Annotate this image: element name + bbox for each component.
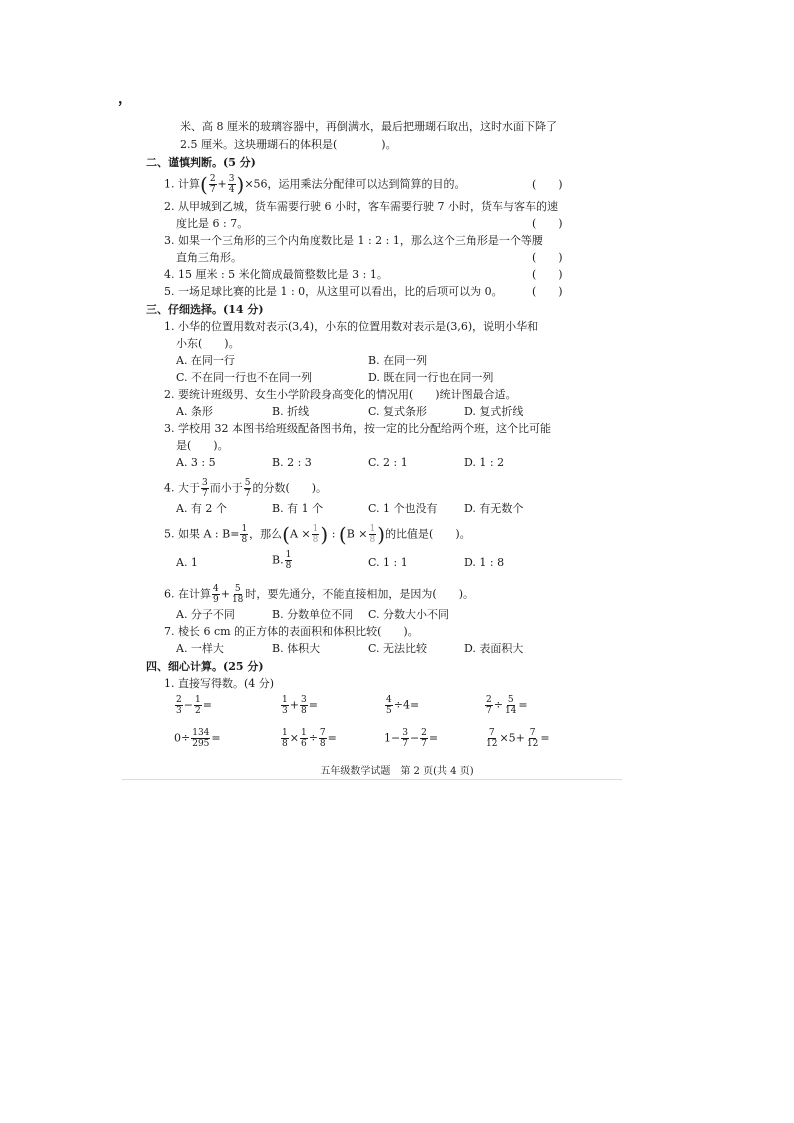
paren-open: ( xyxy=(282,522,290,547)
option-c[interactable]: C. 分数大小不同 xyxy=(368,608,450,621)
option-c[interactable]: C. 不在同一行也不在同一列 xyxy=(176,371,313,384)
option-d[interactable]: D. 有无数个 xyxy=(464,502,524,515)
fraction xyxy=(228,174,236,195)
option-b-label: B. xyxy=(272,553,284,567)
option-c[interactable]: C. 无法比较 xyxy=(368,642,428,655)
s3-q2: 2. 要统计班级男、女生小学阶段身高变化的情况用( )统计图最合适。 xyxy=(164,388,517,401)
answer-blank[interactable]: ( ) xyxy=(532,251,563,264)
option-b[interactable]: B. 折线 xyxy=(272,405,310,418)
operator: ÷ xyxy=(493,698,503,712)
option-d[interactable]: D. 1 : 2 xyxy=(464,456,505,469)
s3-q6-prefix: 6. 在计算 xyxy=(164,587,211,601)
fraction xyxy=(240,524,248,545)
s3-q5-a-term: A × xyxy=(289,527,311,541)
s3-q1-line-1: 1. 小华的位置用数对表示(3,4)，小东的位置用数对表示是(3,6)，说明小华和 xyxy=(164,320,539,333)
answer-blank[interactable]: ( ) xyxy=(532,268,563,281)
s3-q3-line-2: 是( )。 xyxy=(176,439,229,452)
fraction xyxy=(194,695,202,716)
option-b[interactable]: B. 分数单位不同 xyxy=(272,608,354,621)
plus-sign: + xyxy=(220,587,230,601)
expression-4 xyxy=(484,695,528,716)
option-a[interactable]: A. 条形 xyxy=(176,405,213,418)
equals-sign: = xyxy=(518,698,528,712)
denominator: 18 xyxy=(231,595,244,605)
s3-q5-prefix: 5. 如果 A : B= xyxy=(164,527,240,541)
s3-q6-suffix: 时，要先通分，不能直接相加，是因为( )。 xyxy=(245,587,474,601)
numerator: 4 xyxy=(386,695,392,705)
fraction xyxy=(385,695,393,716)
denominator: 7 xyxy=(402,739,408,749)
fraction xyxy=(191,728,210,749)
denominator: 8 xyxy=(282,739,288,749)
fraction xyxy=(175,695,183,716)
option-d[interactable]: D. 既在同一行也在同一列 xyxy=(368,371,494,384)
expression-7 xyxy=(384,728,438,749)
fraction xyxy=(369,524,377,545)
intro-line-1: 米、高 8 厘米的玻璃容器中，再倒满水，最后把珊瑚石取出，这时水面下降了 xyxy=(180,120,557,133)
s2-q4: 4. 15 厘米 : 5 米化简成最简整数比是 3 : 1。 xyxy=(164,268,388,281)
answer-blank[interactable]: ( ) xyxy=(532,217,563,230)
option-a[interactable]: A. 在同一行 xyxy=(176,354,235,367)
numerator: 1 xyxy=(285,550,292,560)
option-a[interactable]: A. 3 : 5 xyxy=(176,456,216,469)
expression-8 xyxy=(484,728,550,749)
option-d[interactable]: D. 1 : 8 xyxy=(464,556,505,569)
denominator: 8 xyxy=(369,535,376,545)
expression-5 xyxy=(174,728,221,749)
expression-prefix: 1− xyxy=(384,731,401,745)
denominator: 8 xyxy=(241,535,248,545)
numerator: 1 xyxy=(369,524,376,534)
equals-sign: = xyxy=(211,731,221,745)
paren-open: ( xyxy=(338,522,347,547)
numerator: 1 xyxy=(282,695,288,705)
numerator: 2 xyxy=(421,728,427,738)
denominator: 2 xyxy=(194,706,201,716)
s3-q5-suffix: 的比值是( )。 xyxy=(385,527,471,541)
option-c[interactable]: C. 1 个也没有 xyxy=(368,502,438,515)
option-a[interactable]: A. 1 xyxy=(176,556,198,569)
numerator: 1 xyxy=(194,695,201,705)
numerator: 5 xyxy=(507,695,514,705)
denominator: 6 xyxy=(300,739,307,749)
denominator: 295 xyxy=(192,739,210,749)
fraction xyxy=(231,584,244,605)
numerator: 3 xyxy=(300,695,307,705)
operator: − xyxy=(183,698,193,712)
numerator: 2 xyxy=(486,695,492,705)
fraction xyxy=(281,728,289,749)
numerator: 3 xyxy=(228,174,235,184)
fraction xyxy=(319,728,327,749)
expression-1 xyxy=(174,695,212,716)
numerator: 5 xyxy=(244,478,251,488)
denominator: 7 xyxy=(486,706,492,716)
s3-q4-suffix: 的分数( )。 xyxy=(252,481,328,495)
s3-q1-line-2: 小东( )。 xyxy=(176,337,240,350)
expression-2 xyxy=(280,695,318,716)
answer-blank[interactable]: ( ) xyxy=(532,285,563,298)
denominator: 7 xyxy=(421,739,427,749)
fraction xyxy=(300,728,308,749)
denominator: 9 xyxy=(213,595,219,605)
section-2-title: 二、谨慎判断。(5 分) xyxy=(146,156,256,169)
denominator: 7 xyxy=(244,489,251,499)
expression-6 xyxy=(280,728,337,749)
numerator: 2 xyxy=(209,174,216,184)
numerator: 134 xyxy=(192,728,210,738)
s2-q3-line-2: 直角三角形。 xyxy=(176,251,242,264)
denominator: 4 xyxy=(228,185,235,195)
option-c[interactable]: C. 复式条形 xyxy=(368,405,428,418)
section-4-title: 四、细心计算。(25 分) xyxy=(146,660,264,673)
fraction xyxy=(285,550,293,571)
s3-q4 xyxy=(164,478,327,499)
fraction xyxy=(212,584,220,605)
option-b[interactable]: B. 有 1 个 xyxy=(272,502,324,515)
denominator: 12 xyxy=(526,739,539,749)
equals-sign: = xyxy=(540,731,550,745)
s3-q6 xyxy=(164,584,474,605)
denominator: 5 xyxy=(386,706,392,716)
fraction xyxy=(420,728,428,749)
denominator: 8 xyxy=(319,739,326,749)
page-footer: 五年级数学试题 第 2 页(共 4 页) xyxy=(320,766,474,777)
denominator: 7 xyxy=(209,185,216,195)
section-3-title: 三、仔细选择。(14 分) xyxy=(146,303,264,316)
stray-mark: ， xyxy=(118,91,132,107)
operator: ÷ xyxy=(308,731,318,745)
fraction xyxy=(244,478,252,499)
equals-sign: = xyxy=(202,698,212,712)
s2-q1-suffix: ×56，运用乘法分配律可以达到简算的目的。 xyxy=(244,177,466,191)
option-d[interactable]: D. 表面积大 xyxy=(464,642,524,655)
fraction xyxy=(209,174,217,195)
paren-open: ( xyxy=(200,172,208,197)
ratio-colon: : xyxy=(328,527,339,541)
denominator: 8 xyxy=(312,535,319,545)
equals-sign: = xyxy=(428,731,439,745)
answer-blank[interactable]: ( ) xyxy=(532,178,563,191)
footer-rule xyxy=(122,779,622,780)
expression-middle: ×5+ xyxy=(499,731,525,745)
plus-sign: + xyxy=(217,177,227,191)
option-b[interactable]: B. 体积大 xyxy=(272,642,321,655)
denominator: 14 xyxy=(504,706,517,716)
option-c[interactable]: C. 1 : 1 xyxy=(368,556,408,569)
numerator: 7 xyxy=(488,728,495,738)
s3-q5 xyxy=(164,524,471,545)
expression-3 xyxy=(384,695,419,716)
s2-q1-prefix: 1. 计算 xyxy=(164,177,200,191)
numerator: 3 xyxy=(202,478,208,488)
equals-sign: = xyxy=(308,698,318,712)
denominator: 3 xyxy=(282,706,288,716)
option-b[interactable] xyxy=(272,550,293,571)
denominator: 12 xyxy=(486,739,498,749)
s2-q5: 5. 一场足球比赛的比是 1 : 0，从这里可以看出，比的后项可以为 0。 xyxy=(164,285,503,298)
numerator: 1 xyxy=(282,728,288,738)
option-a[interactable]: A. 一样大 xyxy=(176,642,224,655)
s2-q2-line-1: 2. 从甲城到乙城，货车需要行驶 6 小时，客车需要行驶 7 小时，货车与客车的速 xyxy=(164,200,558,213)
fraction xyxy=(485,728,498,749)
paren-close: ) xyxy=(377,522,386,547)
option-b[interactable]: B. 2 : 3 xyxy=(272,456,312,469)
option-a[interactable]: A. 有 2 个 xyxy=(176,502,227,515)
fraction xyxy=(312,524,320,545)
fraction xyxy=(201,478,209,499)
denominator: 3 xyxy=(176,706,182,716)
s3-q4-middle: 而小于 xyxy=(209,481,243,495)
paren-close: ) xyxy=(320,522,329,547)
operator: × xyxy=(289,731,299,745)
numerator: 5 xyxy=(234,584,241,594)
option-b[interactable]: B. 在同一列 xyxy=(368,354,428,367)
option-d[interactable]: D. 复式折线 xyxy=(464,405,524,418)
intro-line-2: 2.5 厘米。这块珊瑚石的体积是( )。 xyxy=(180,138,397,151)
s2-q2-line-2: 度比是 6 : 7。 xyxy=(176,217,249,230)
numerator: 4 xyxy=(213,584,219,594)
numerator: 1 xyxy=(312,524,319,534)
s2-q1 xyxy=(164,174,466,195)
expression-prefix: 0÷ xyxy=(174,731,191,745)
denominator: 7 xyxy=(202,489,208,499)
s3-q7: 7. 棱长 6 cm 的正方体的表面积和体积比较( )。 xyxy=(164,625,419,638)
fraction xyxy=(485,695,493,716)
numerator: 1 xyxy=(300,728,307,738)
fraction xyxy=(526,728,539,749)
numerator: 1 xyxy=(241,524,248,534)
option-a[interactable]: A. 分子不同 xyxy=(176,608,235,621)
expression-tail: ÷4= xyxy=(393,698,420,712)
s4-sub-1: 1. 直接写得数。(4 分) xyxy=(164,677,275,690)
fraction xyxy=(281,695,289,716)
numerator: 3 xyxy=(402,728,408,738)
numerator: 7 xyxy=(529,728,536,738)
paren-close: ) xyxy=(236,172,245,197)
fraction xyxy=(504,695,517,716)
s3-q5-b-term: B × xyxy=(346,527,368,541)
s3-q5-middle: ，那么 xyxy=(249,527,283,541)
denominator: 8 xyxy=(300,706,307,716)
numerator: 2 xyxy=(176,695,182,705)
operator: + xyxy=(289,698,299,712)
fraction xyxy=(401,728,409,749)
denominator: 8 xyxy=(285,561,292,571)
s2-q3-line-1: 3. 如果一个三角形的三个内角度数比是 1 : 2 : 1，那么这个三角形是一个等腰 xyxy=(164,234,543,247)
s3-q4-prefix: 4. 大于 xyxy=(164,481,200,495)
fraction xyxy=(300,695,308,716)
option-c[interactable]: C. 2 : 1 xyxy=(368,456,408,469)
operator: − xyxy=(409,731,420,745)
numerator: 7 xyxy=(319,728,326,738)
s3-q3-line-1: 3. 学校用 32 本图书给班级配备图书角，按一定的比分配给两个班，这个比可能 xyxy=(164,422,551,435)
equals-sign: = xyxy=(327,731,337,745)
